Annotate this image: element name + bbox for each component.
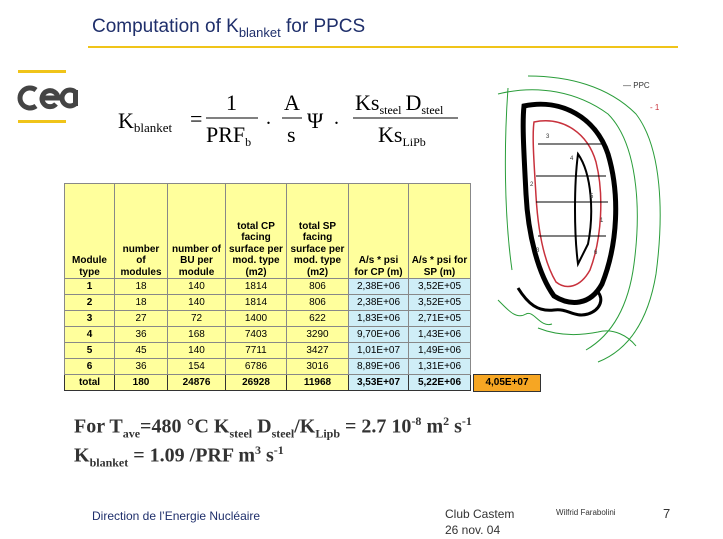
svg-text:- 1: - 1 [650, 103, 660, 112]
table-cell: 18 [115, 279, 168, 295]
formula-psi: Ψ [307, 108, 324, 133]
result-line-1: For $T_{ave}=480$ °C $K_{steel}$ $D_{steel}/K_{Lipb} = 2.7$ $10^{-8}$ $m^2$ $s^{-1}$ [74, 414, 472, 441]
svg-text:6: 6 [594, 250, 598, 256]
svg-text:— PPC: — PPC [623, 81, 650, 90]
table-cell: 5 [65, 343, 115, 359]
table-row [65, 311, 471, 327]
footer-event: Club Castem 26 nov. 04 [445, 507, 515, 537]
table-cell: 1,31E+06 [409, 359, 471, 375]
table-header: total SP facing surface per mod. type (m2) [287, 184, 349, 279]
table-header: A/s * psi for SP (m) [409, 184, 471, 279]
table-header: Module type [65, 184, 115, 279]
table-cell: 806 [287, 295, 349, 311]
table-cell: 27 [115, 311, 168, 327]
table-cell: 24876 [168, 375, 226, 391]
formula-f2-den: s [287, 122, 296, 147]
table-cell: 622 [287, 311, 349, 327]
footer-department: Direction de l’Energie Nucléaire [92, 509, 261, 523]
table-cell: 154 [168, 359, 226, 375]
table-cell: 36 [115, 327, 168, 343]
table-row [65, 327, 471, 343]
table-cell: 2,38E+06 [349, 295, 409, 311]
table-header: total CP facing surface per mod. type (m2) [226, 184, 287, 279]
table-cell: 1,49E+06 [409, 343, 471, 359]
table-cell: 7711 [226, 343, 287, 359]
table-total-row [65, 375, 471, 391]
table-cell: 18 [115, 295, 168, 311]
formula-dot2: . [334, 107, 339, 129]
svg-text:5: 5 [590, 194, 594, 200]
table-cell: 3016 [287, 359, 349, 375]
table-cell: 3,53E+07 [349, 375, 409, 391]
formula-lhs: Kblanket [118, 108, 173, 135]
svg-text:3: 3 [536, 248, 540, 254]
formula-f3-den: KsLiPb [378, 122, 426, 149]
formula-f1-den: PRFb [206, 122, 252, 149]
table-cell: 1,83E+06 [349, 311, 409, 327]
table-cell: 168 [168, 327, 226, 343]
table-cell: 140 [168, 295, 226, 311]
cea-logo-icon [14, 68, 78, 132]
table-cell: 11968 [287, 375, 349, 391]
table-cell: 2,38E+06 [349, 279, 409, 295]
formula-f2-num: A [284, 90, 300, 115]
table-cell: 1400 [226, 311, 287, 327]
table-cell: 140 [168, 279, 226, 295]
table-cell: 2 [65, 295, 115, 311]
formula-f1-num: 1 [226, 90, 237, 115]
formula-equals: = [190, 106, 203, 131]
table-cell: 3290 [287, 327, 349, 343]
table-cell: 3,52E+05 [409, 279, 471, 295]
table-cell: 26928 [226, 375, 287, 391]
svg-text:1: 1 [600, 218, 604, 224]
table-cell: 45 [115, 343, 168, 359]
table-cell: 1 [65, 279, 115, 295]
svg-text:4: 4 [570, 156, 574, 162]
table-header-row [65, 184, 471, 279]
table-cell: 6786 [226, 359, 287, 375]
formula-f3-num: Kssteel Dsteel [355, 90, 444, 117]
module-table [64, 183, 472, 391]
table-cell: 7403 [226, 327, 287, 343]
table-cell: 9,70E+06 [349, 327, 409, 343]
page-number: 7 [663, 506, 671, 521]
table-header: number of BU per module [168, 184, 226, 279]
table-cell: 4 [65, 327, 115, 343]
table-header: number of modules [115, 184, 168, 279]
table-row [65, 343, 471, 359]
table-cell: 1814 [226, 279, 287, 295]
table-cell: 3427 [287, 343, 349, 359]
table-cell: 72 [168, 311, 226, 327]
table-row [65, 295, 471, 311]
table-cell: 180 [115, 375, 168, 391]
formula-dot1: . [266, 107, 271, 129]
svg-text:2: 2 [530, 182, 534, 188]
table-cell: 8,89E+06 [349, 359, 409, 375]
table-row [65, 359, 471, 375]
slide-title: Computation of $K_{blanket}$ for PPCS [92, 16, 366, 40]
table-cell: 5,22E+06 [409, 375, 471, 391]
grand-total-cell: 4,05E+07 [473, 374, 541, 392]
table-cell: 1,43E+06 [409, 327, 471, 343]
footer-author: Wilfrid Farabolini [556, 508, 616, 517]
blanket-module-cross-section [478, 74, 670, 366]
table-cell: 6 [65, 359, 115, 375]
table-cell: 1,01E+07 [349, 343, 409, 359]
table-cell: 3 [65, 311, 115, 327]
title-underline [88, 46, 678, 48]
table-row [65, 279, 471, 295]
table-cell: total [65, 375, 115, 391]
svg-text:3: 3 [546, 134, 550, 140]
table-cell: 140 [168, 343, 226, 359]
table-cell: 2,71E+05 [409, 311, 471, 327]
table-cell: 3,52E+05 [409, 295, 471, 311]
kblanket-formula [118, 88, 478, 158]
result-line-2: $K_{blanket} = 1.09$ /PRF $m^3$ $s^{-1}$ [74, 443, 284, 470]
table-cell: 806 [287, 279, 349, 295]
table-header: A/s * psi for CP (m) [349, 184, 409, 279]
table-cell: 36 [115, 359, 168, 375]
table-cell: 1814 [226, 295, 287, 311]
